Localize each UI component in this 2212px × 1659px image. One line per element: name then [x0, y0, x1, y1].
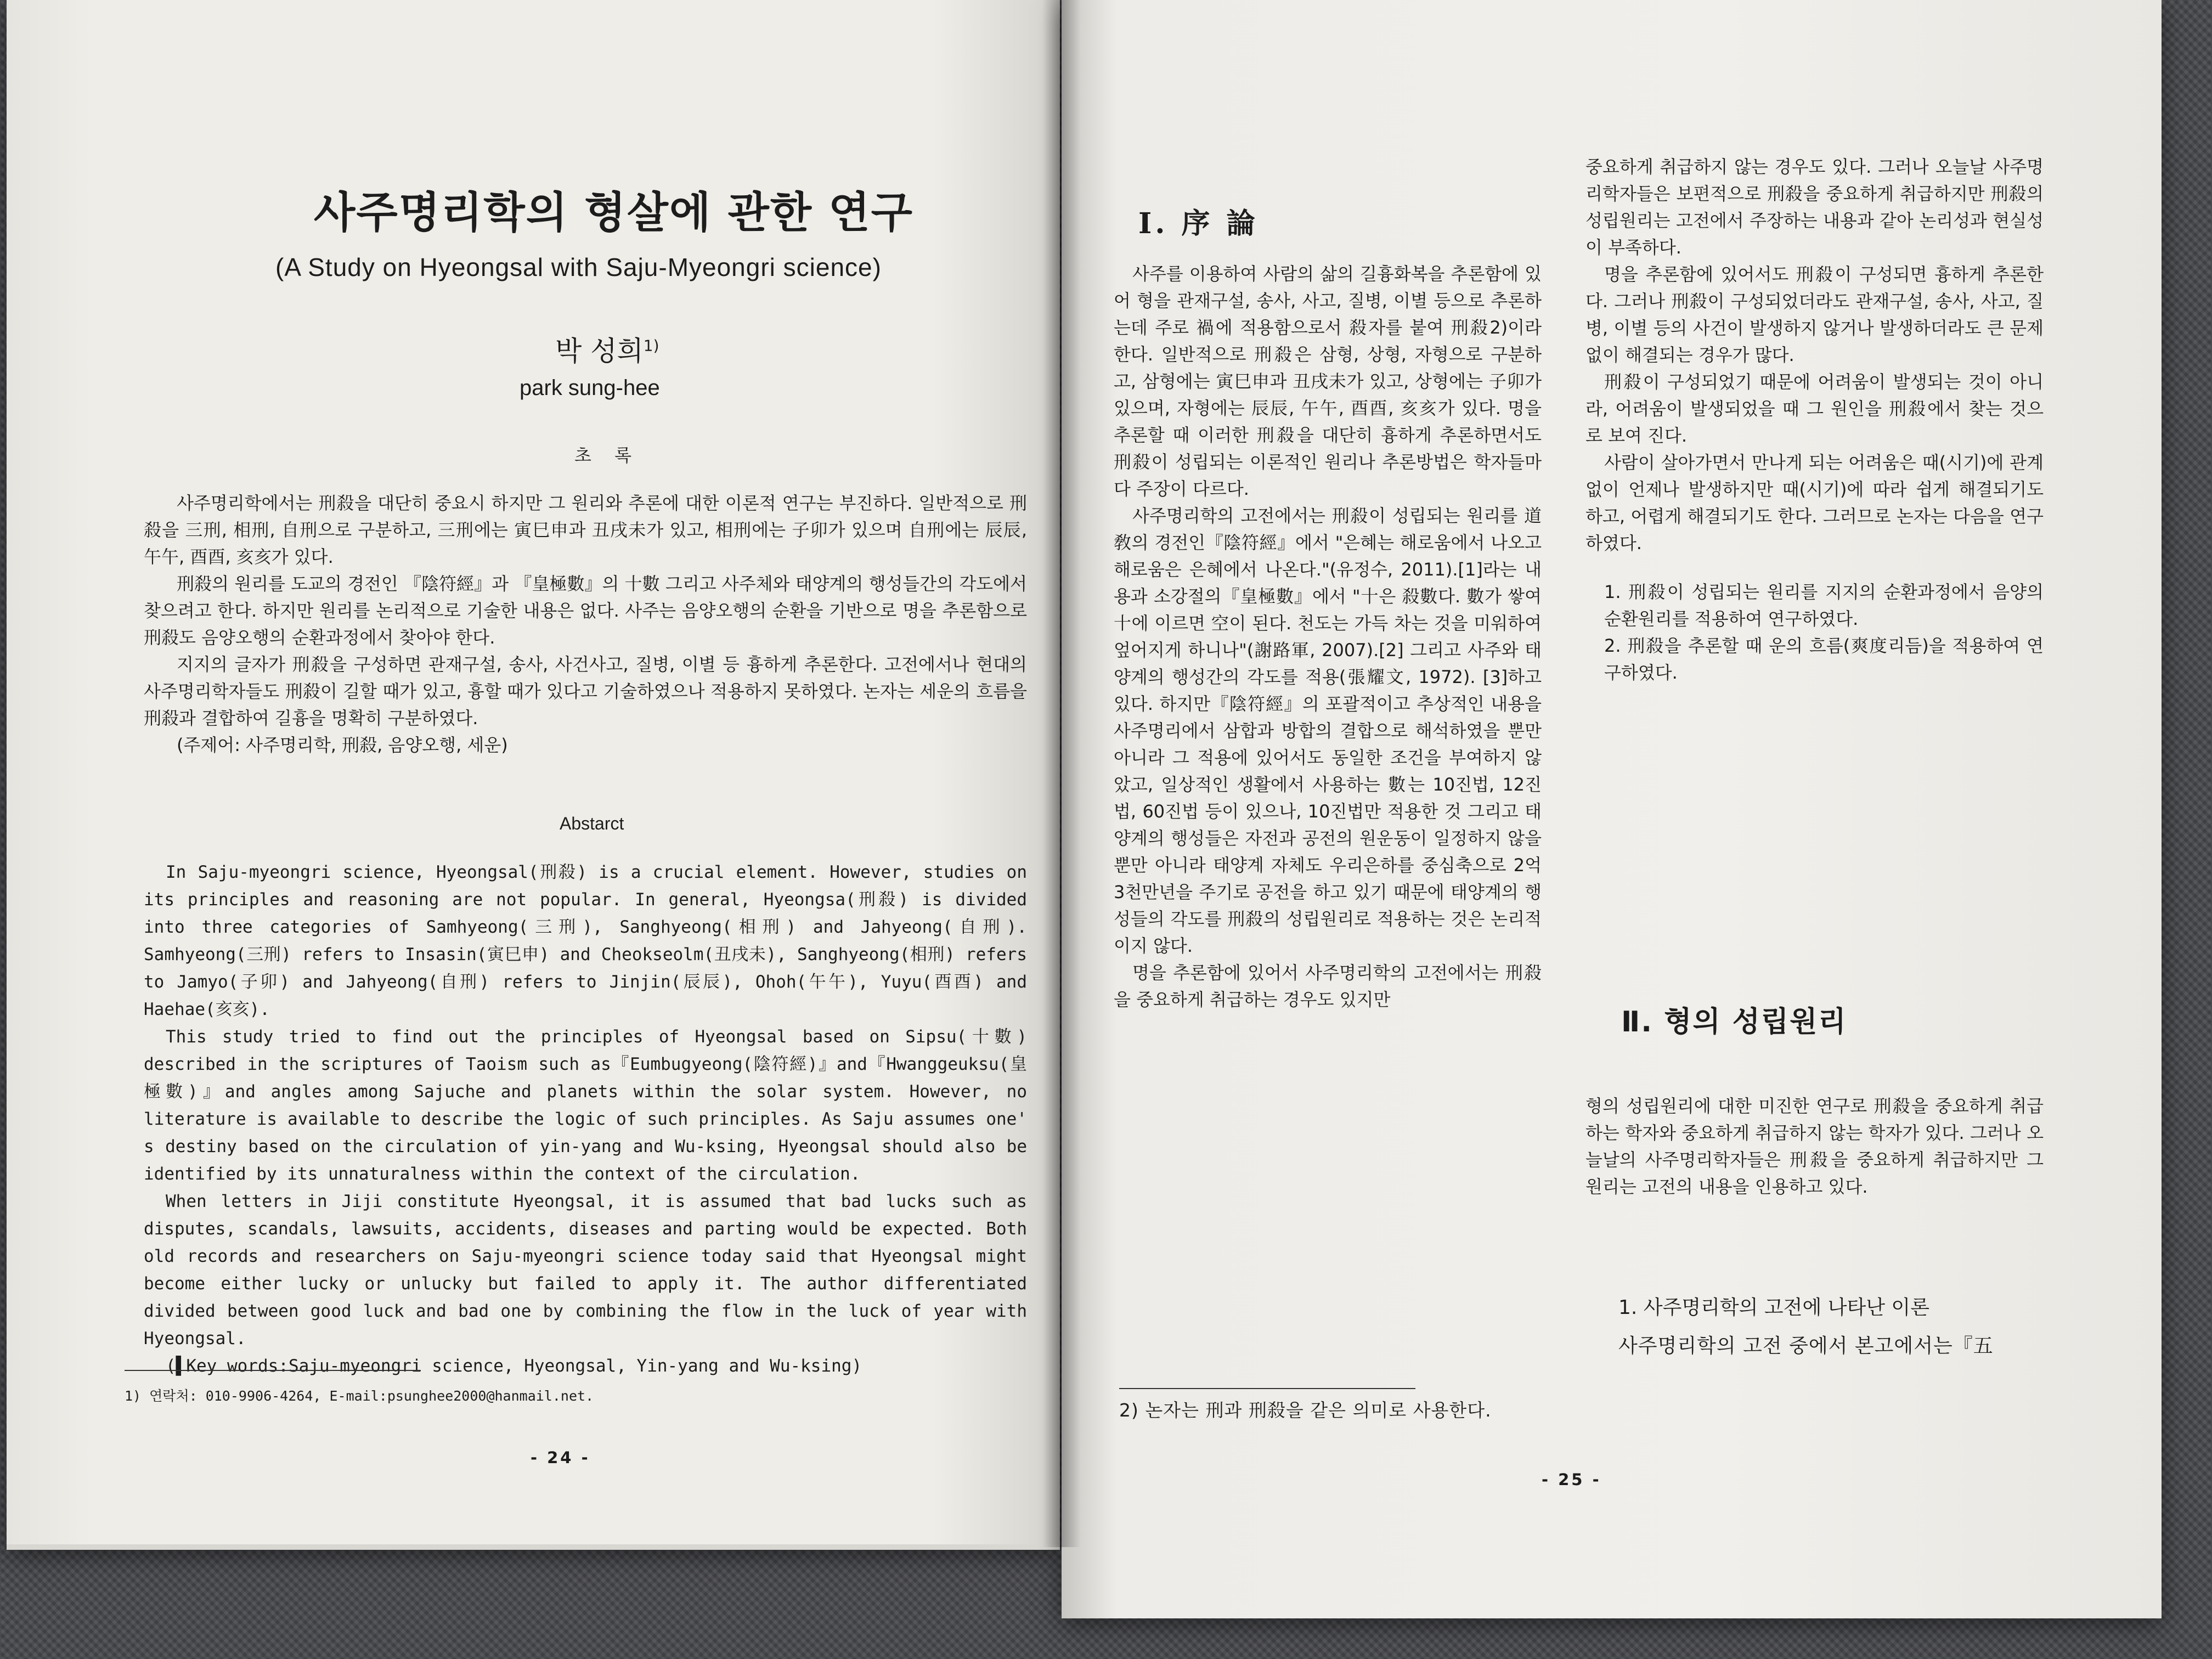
page-number-left: - 24 - [531, 1448, 590, 1467]
right-column-1 [1114, 261, 1542, 1013]
body-paragraph: 사주를 이용하여 사람의 삶의 길흉화복을 추론함에 있어 형을 관재구설, 송사, 사고, 질병, 이별 등으로 추론하는데 주로 禍에 적용함으로서 殺자를 붙여 刑殺2)이라 한다. 일반적으로 刑殺은 삼형, 상형, 자형으로 구분하고, 삼형에는 寅巳申과 丑戌未가 있고, 상형에는 子卯가 있으며, 자형에는 辰辰, 午午, 酉酉, 亥亥가 있다. 명을 추론할 때 이러한 刑殺을 대단히 흉하게 추론하면서도 刑殺이 성립되는 이론적인 원리나 추론방법은 학자들마다 주장이 다르다. [1114, 263, 1542, 499]
abstract-english-paragraph: When letters in Jiji constitute Hyeongsal, it is assumed that bad lucks such as disputes, scandals, lawsuits, accidents, diseases and parting would be expected. Both old records and researchers on Saju-myeongri science today said that Hyeongsal might become either lucky or unlucky but failed to apply it. The author differentiated divided between good luck and bad one by combining the flow in the luck of year with Hyeongsal. [144, 1192, 1027, 1348]
footnote-term: 2) 논자는 刑과 刑殺을 같은 의미로 사용한다. [1119, 1400, 1492, 1421]
footnote-contact: 1) 연락처: 010-9906-4264, E-mail:psunghee2000@hanmail.net. [125, 1388, 594, 1404]
abstract-korean [144, 490, 1027, 759]
section-2-body [1585, 1075, 2044, 1218]
section-2-heading: Ⅱ. 형의 성립원리 [1621, 1006, 1847, 1039]
abstract-korean-paragraph: 지지의 글자가 刑殺을 구성하면 관재구설, 송사, 사건사고, 질병, 이별 등 흉하게 추론한다. 고전에서나 현대의 사주명리학자들도 刑殺이 길할 때가 있고, 흉할 때가 있다고 기술하였으나 적용하지 못하였다. 논자는 세운의 흐름을 刑殺과 결합하여 길흉을 명확히 구분하였다. [144, 654, 1027, 729]
footnote-divider [1119, 1388, 1415, 1389]
author-name: 박 성희 [555, 335, 644, 367]
abstract-korean-paragraph: 사주명리학에서는 刑殺을 대단히 중요시 하지만 그 원리와 추론에 대한 이론적 연구는 부진하다. 일반적으로 刑殺을 三刑, 相刑, 自刑으로 구분하고, 三刑에는 寅巳申과 丑戌未가 있고, 相刑에는 子卯가 있으며 自刑에는 辰辰, 午午, 酉酉, 亥亥가 있다. [144, 493, 1027, 567]
body-paragraph: 명을 추론함에 있어서도 刑殺이 구성되면 흉하게 추론한다. 그러나 刑殺이 구성되었더라도 관재구설, 송사, 사고, 질병, 이별 등의 사건이 발생하지 않거나 발생하더라도 큰 문제없이 해결되는 경우가 많다. [1585, 264, 2044, 365]
body-paragraph: 刑殺이 구성되었기 때문에 어려움이 발생되는 것이 아니라, 어려움이 발생되었을 때 그 원인을 刑殺에서 찾는 것으로 보여 진다. [1585, 371, 2044, 446]
right-column-2 [1585, 154, 2044, 686]
body-paragraph: 사주명리학의 고전에서는 刑殺이 성립되는 원리를 道敎의 경전인『陰符經』에서 "은혜는 해로움에서 나오고 해로움은 은혜에서 나온다."(유정수, 2011).[1]라는 내용과 소강절의『皇極數』에서 "十은 殺數다. 數가 쌓여 十에 이르면 空이 된다. 천도는 가득 차는 것을 미워하여 엎어지게 하니나"(謝路軍, 2007).[2] 그리고 사주와 태양계의 행성간의 각도를 적용(張耀文, 1972). [3]하고 있다. 하지만『陰符經』의 포괄적이고 추상적인 내용을 사주명리에서 삼합과 방합의 결합으로 해석하였을 뿐만 아니라 그 적용에 있어서도 동일한 조건을 부여하지 않았고, 일상적인 생활에서 사용하는 數는 10진법, 12진법, 60진법 등이 있으나, 10진법만 적용한 것 그리고 태양계의 행성들은 자전과 공전의 원운동이 일정하지 않을 뿐만 아니라 태양계 자체도 우리은하를 중심축으로 2억3천만년을 주기로 공전을 하고 있기 때문에 태양계의 행성들의 각도를 刑殺의 성립원리로 적용하는 것은 논리적이지 않다. [1114, 505, 1542, 956]
left-page [7, 0, 1060, 1550]
author-footnote-mark: 1) [643, 336, 659, 355]
author-korean [555, 329, 659, 369]
abstract-english-heading: Abstarct [560, 814, 624, 833]
list-item: 2. 刑殺을 추론할 때 운의 흐름(爽度리듬)을 적용하여 연구하였다. [1604, 635, 2044, 683]
book-spine-shadow [1042, 0, 1081, 1547]
subsection-text: 사주명리학의 고전 중에서 본고에서는『五 [1618, 1335, 1994, 1357]
body-paragraph: 중요하게 취급하지 않는 경우도 있다. 그러나 오늘날 사주명리학자들은 보편적으로 刑殺을 중요하게 취급하지만 刑殺의 성립원리는 고전에서 주장하는 내용과 같아 논리성과 현실성이 부족하다. [1585, 156, 2044, 258]
section-1-heading: Ⅰ. 序 論 [1138, 207, 1259, 240]
paper-title-english: (A Study on Hyeongsal with Saju-Myeongri science) [275, 253, 882, 281]
abstract-english [144, 859, 1027, 1380]
author-english: park sung-hee [520, 376, 660, 400]
right-page [1062, 0, 2162, 1618]
abstract-english-keywords: (▌Key words:Saju-myeongri science, Hyeongsal, Yin-yang and Wu-ksing) [166, 1356, 862, 1376]
footnote-divider [125, 1370, 421, 1371]
abstract-korean-paragraph: 刑殺의 원리를 도교의 경전인 『陰符經』과 『皇極數』의 十數 그리고 사주체와 태양계의 행성들간의 각도에서 찾으려고 한다. 하지만 원리를 논리적으로 기술한 내용은 없다. 사주는 음양오행의 순환을 기반으로 명을 추론함으로 刑殺도 음양오행의 순환과정에서 찾아야 한다. [144, 573, 1027, 648]
subsection-heading: 1. 사주명리학의 고전에 나타난 이론 [1618, 1296, 1929, 1319]
research-list [1585, 579, 2044, 686]
body-paragraph: 사람이 살아가면서 만나게 되는 어려움은 때(시기)에 관계없이 언제나 발생하지만 때(시기)에 따라 쉽게 해결되기도 하고, 어렵게 해결되기도 한다. 그러므로 논자는 다음을 연구하였다. [1585, 452, 2044, 554]
paper-title-korean: 사주명리학의 형살에 관한 연구 [314, 188, 913, 238]
abstract-english-paragraph: In Saju-myeongri science, Hyeongsal(刑殺) is a crucial element. However, studies on its principles and reasoning are not popular. In general, Hyeongsa(刑殺) is divided into three categories of Samhyeong(三刑), Sanghyeong(相刑) and Jahyeong(自刑). Samhyeong(三刑) refers to Insasin(寅巳申) and Cheokseolm(丑戌未), Sanghyeong(相刑) refers to Jamyo(子卯) and Jahyeong(自刑) refers to Jinjin(辰辰), Ohoh(午午), Yuyu(酉酉) and Haehae(亥亥). [144, 862, 1027, 1019]
page-number-right: - 25 - [1542, 1470, 1601, 1489]
abstract-korean-heading: 초 록 [574, 445, 640, 466]
list-item: 1. 刑殺이 성립되는 원리를 지지의 순환과정에서 음양의 순환원리를 적용하여 연구하였다. [1604, 582, 2044, 629]
body-paragraph: 명을 추론함에 있어서 사주명리학의 고전에서는 刑殺을 중요하게 취급하는 경우도 있지만 [1114, 962, 1542, 1010]
abstract-english-paragraph: This study tried to find out the principles of Hyeongsal based on Sipsu(十數) described in the scriptures of Taoism such as『Eumbugyeong(陰符經)』and『Hwanggeuksu(皇極數)』and angles among Sajuche and planets within the solar system. However, no literature is available to describe the logic of such principles. As Saju assumes one' s destiny based on the circulation of yin-yang and Wu-ksing, Hyeongsal should also be identified by its unnaturalness within the context of the circulation. [144, 1027, 1027, 1184]
body-paragraph: 형의 성립원리에 대한 미진한 연구로 刑殺을 중요하게 취급하는 학자와 중요하게 취급하지 않는 학자가 있다. 그러나 오늘날의 사주명리학자들은 刑殺을 중요하게 취급하지만 그 원리는 고전의 내용을 인용하고 있다. [1585, 1096, 2044, 1197]
abstract-korean-keywords: (주제어: 사주명리학, 刑殺, 음양오행, 세운) [177, 735, 508, 755]
